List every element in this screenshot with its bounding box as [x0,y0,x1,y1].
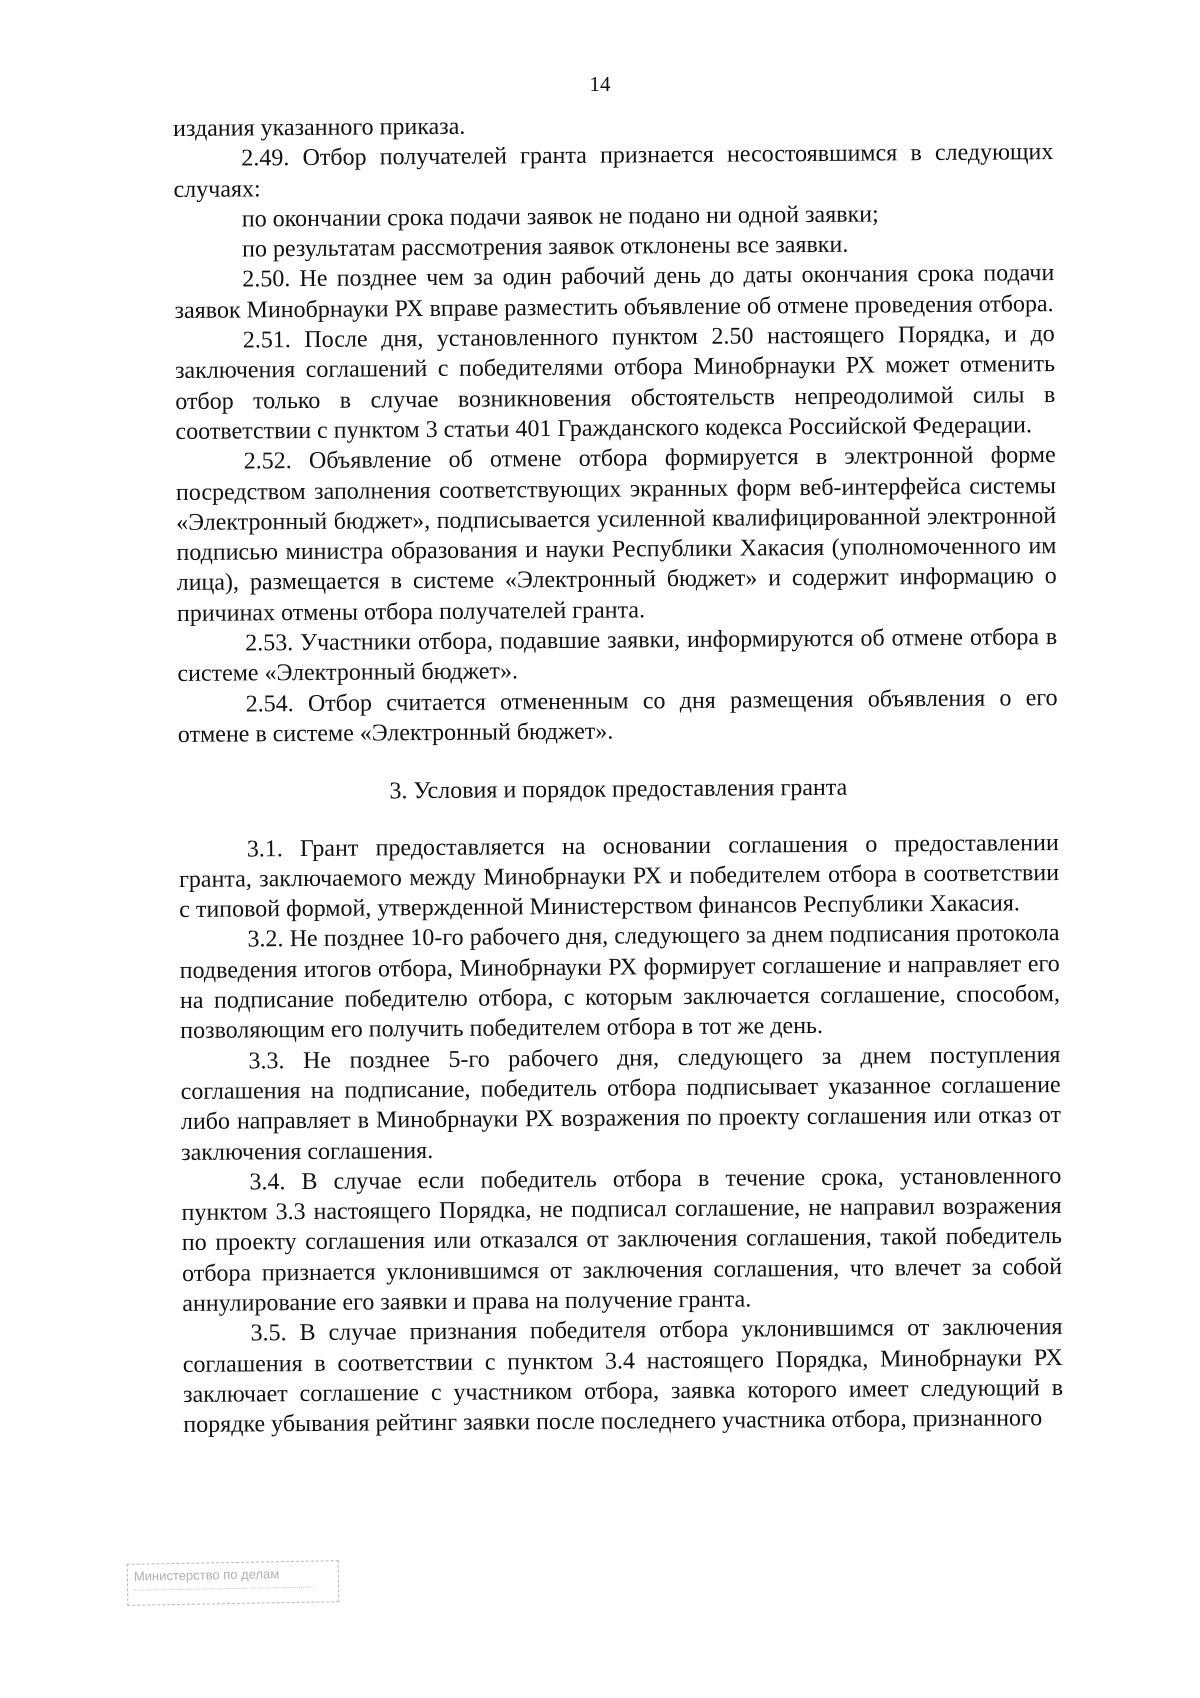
paragraph-3-5: 3.5. В случае признания победителя отбора уклонившимся от заключения соглашения в соответствии с пунктом 3.4 настоящего Порядка, Минобрнауки РХ заключает соглашение с участником отбора, заявка которого имеет следующий в порядке убывания рейтинг заявки после последнего участника отбора, признанного [182,1314,1064,1439]
paragraph-continuation: издания указанного приказа. [173,113,466,142]
paragraph-2-53: 2.53. Участники отбора, подавшие заявки, информируются об отмене отбора в системе «Электронный бюджет». [177,624,1058,688]
registration-stamp [127,1560,340,1606]
paragraph-2-49-case-1: по окончании срока подачи заявок не подано ни одной заявки; [241,201,879,233]
section-heading: 3. Условия и порядок предоставления гранта [389,774,848,805]
paragraph-3-2: 3.2. Не позднее 10-го рабочего дня, следующего за днем подписания протокола подведения итогов отбора, Минобрнауки РХ формирует соглашение и направляет его на подписание победителю отбора, с которым заключается соглашение, способом, позволяющим его получить победителем отбора в тот же день. [179,920,1061,1045]
page-number: 14 [589,72,611,96]
paragraph-3-3: 3.3. Не позднее 5-го рабочего дня, следующего за днем поступления соглашения на подписание, победитель отбора подписывает указанное соглашение либо направляет в Минобрнауки РХ возражения по проекту соглашения или отказ от заключения соглашения. [180,1041,1061,1166]
stamp-text: Министерство по делам [133,1566,280,1584]
paragraph-2-54: 2.54. Отбор считается отмененным со дня размещения объявления о его отмене в системе «Электронный бюджет». [177,684,1058,748]
paragraph-3-1: 3.1. Грант предоставляется на основании соглашения о предоставлении гранта, заключаемого между Минобрнауки РХ и победителем отбора в соответствии с типовой формой, утвержденной Министерством финансов Республики Хакасия. [178,829,1060,924]
paragraph-2-50: 2.50. Не позднее чем за один рабочий день до даты окончания срока подачи заявок Минобрнауки РХ вправе разместить объявление об отмене проведения отбора. [174,260,1055,324]
paragraph-2-52: 2.52. Объявление об отмене отбора формируется в электронной форме посредством заполнения соответствующих экранных форм веб-интерфейса системы «Электронный бюджет», подписывается усиленной квалифицированной электронной подписью министра образования и науки Республики Хакасия (уполномоченного им лица), размещается в системе «Электронный бюджет» и содержит информацию о причинах отмены отбора получателей гранта. [175,442,1057,627]
paragraph-3-4: 3.4. В случае если победитель отбора в течение срока, установленного пунктом 3.3 настоящего Порядка, не подписал соглашение, не направил возражения по проекту соглашения или отказался от заключения соглашения, такой победитель отбора признается уклонившимся от заключения соглашения, что влечет за собой аннулирование его заявки и права на получение гранта. [181,1162,1063,1317]
paragraph-2-49: 2.49. Отбор получателей гранта признается несостоявшимся в следующих случаях: [173,139,1054,203]
stamp-line [134,1587,314,1597]
document-body [173,107,1063,1440]
paragraph-2-51: 2.51. После дня, установленного пунктом 2.50 настоящего Порядка, и до заключения соглашений с победителями отбора Минобрнауки РХ может отменить отбор только в случае возникновения обстоятельств непреодолимой силы в соответствии с пунктом 3 статьи 401 Гражданского кодекса Российской Федерации. [174,321,1056,445]
paragraph-2-49-case-2: по результатам рассмотрения заявок отклонены все заявки. [241,231,849,263]
